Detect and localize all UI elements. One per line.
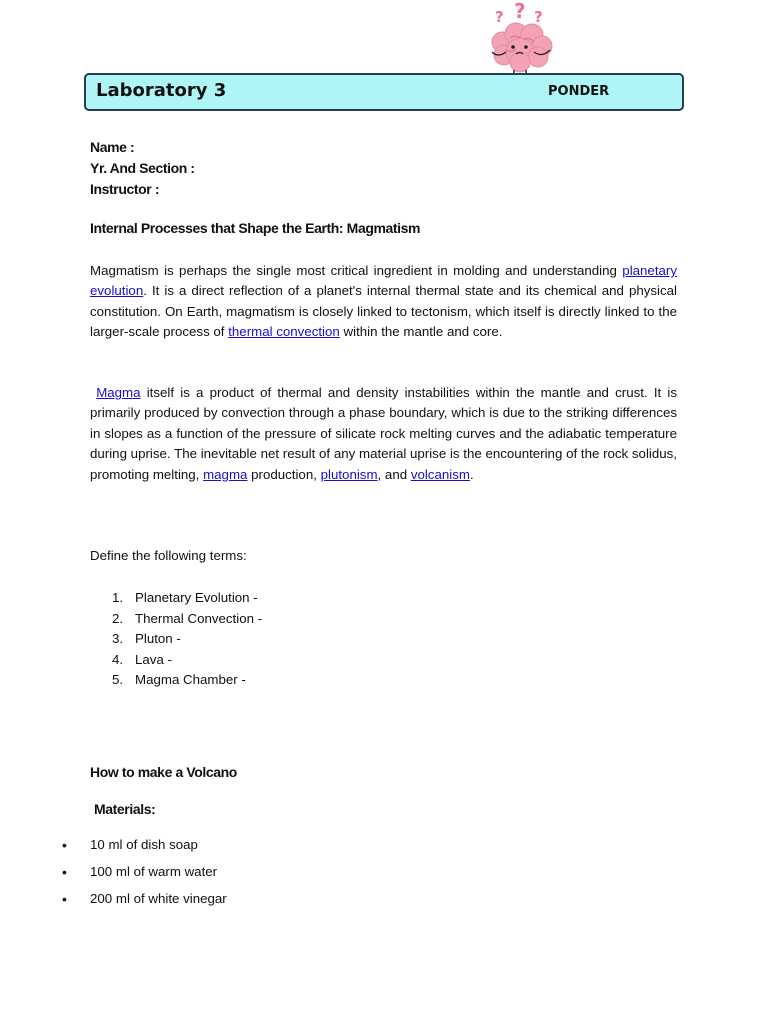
question-mark: ?	[534, 8, 543, 26]
list-item: • 10 ml of dish soap	[62, 834, 227, 861]
link-magma-2[interactable]: magma	[203, 466, 248, 482]
student-info	[90, 137, 195, 200]
question-mark: ?	[495, 8, 504, 26]
list-item: 3. Pluton -	[112, 631, 181, 646]
paragraph-magmatism: Magmatism is perhaps the single most critical ingredient in molding and understanding planetary evolution. It is a direct reflection of a planet's internal thermal state and its chemical and physical constitution. On Earth, magmatism is closely linked to tectonism, which itself is directly linked to the larger-scale process of thermal convection within the mantle and core.	[90, 263, 677, 340]
list-item: • 100 ml of warm water	[62, 861, 227, 888]
materials-list	[62, 834, 227, 915]
bullet-icon: •	[62, 891, 67, 907]
materials-heading: Materials:	[94, 801, 156, 817]
list-item: 2. Thermal Convection -	[112, 610, 263, 626]
lab-title: Laboratory 3	[96, 80, 227, 101]
ponder-label: PONDER	[548, 84, 610, 99]
link-plutonism[interactable]: plutonism	[320, 466, 378, 482]
bullet-icon: •	[62, 837, 67, 853]
lab-title-banner	[84, 73, 684, 111]
list-item: 1. Planetary Evolution -	[112, 590, 258, 605]
section-label: Yr. And Section :	[90, 160, 195, 176]
bullet-icon: •	[62, 864, 67, 880]
instructor-label: Instructor :	[90, 181, 160, 197]
name-label: Name :	[90, 139, 135, 155]
list-item: 4. Lava -	[112, 651, 172, 667]
section-heading-magmatism: Internal Processes that Shape the Earth: Magmatism	[90, 220, 421, 236]
paragraph-magma: Magma itself is a product of thermal and density instabilities within the mantle and crust. It is primarily produced by convection through a phase boundary, which is due to the striking differences in slopes as a function of the pressure of silicate rock melting curves and the adiabatic temperature during uprise. The inevitable net result of any material uprise is the encountering of the rock solidus, promoting melting, magma production, plutonism, and volcanism.	[90, 385, 677, 482]
question-mark: ?	[514, 0, 526, 23]
link-thermal-convection[interactable]: thermal convection	[228, 324, 340, 340]
list-item: 5. Magma Chamber -	[112, 672, 246, 687]
list-item: • 200 ml of white vinegar	[62, 888, 227, 915]
section-heading-volcano: How to make a Volcano	[90, 764, 237, 780]
link-magma[interactable]: Magma	[96, 385, 141, 400]
terms-list	[112, 588, 262, 691]
link-planetary-evolution[interactable]: planetary evolution	[90, 263, 677, 299]
link-volcanism[interactable]: volcanism	[410, 466, 470, 482]
define-prompt: Define the following terms:	[90, 548, 247, 563]
